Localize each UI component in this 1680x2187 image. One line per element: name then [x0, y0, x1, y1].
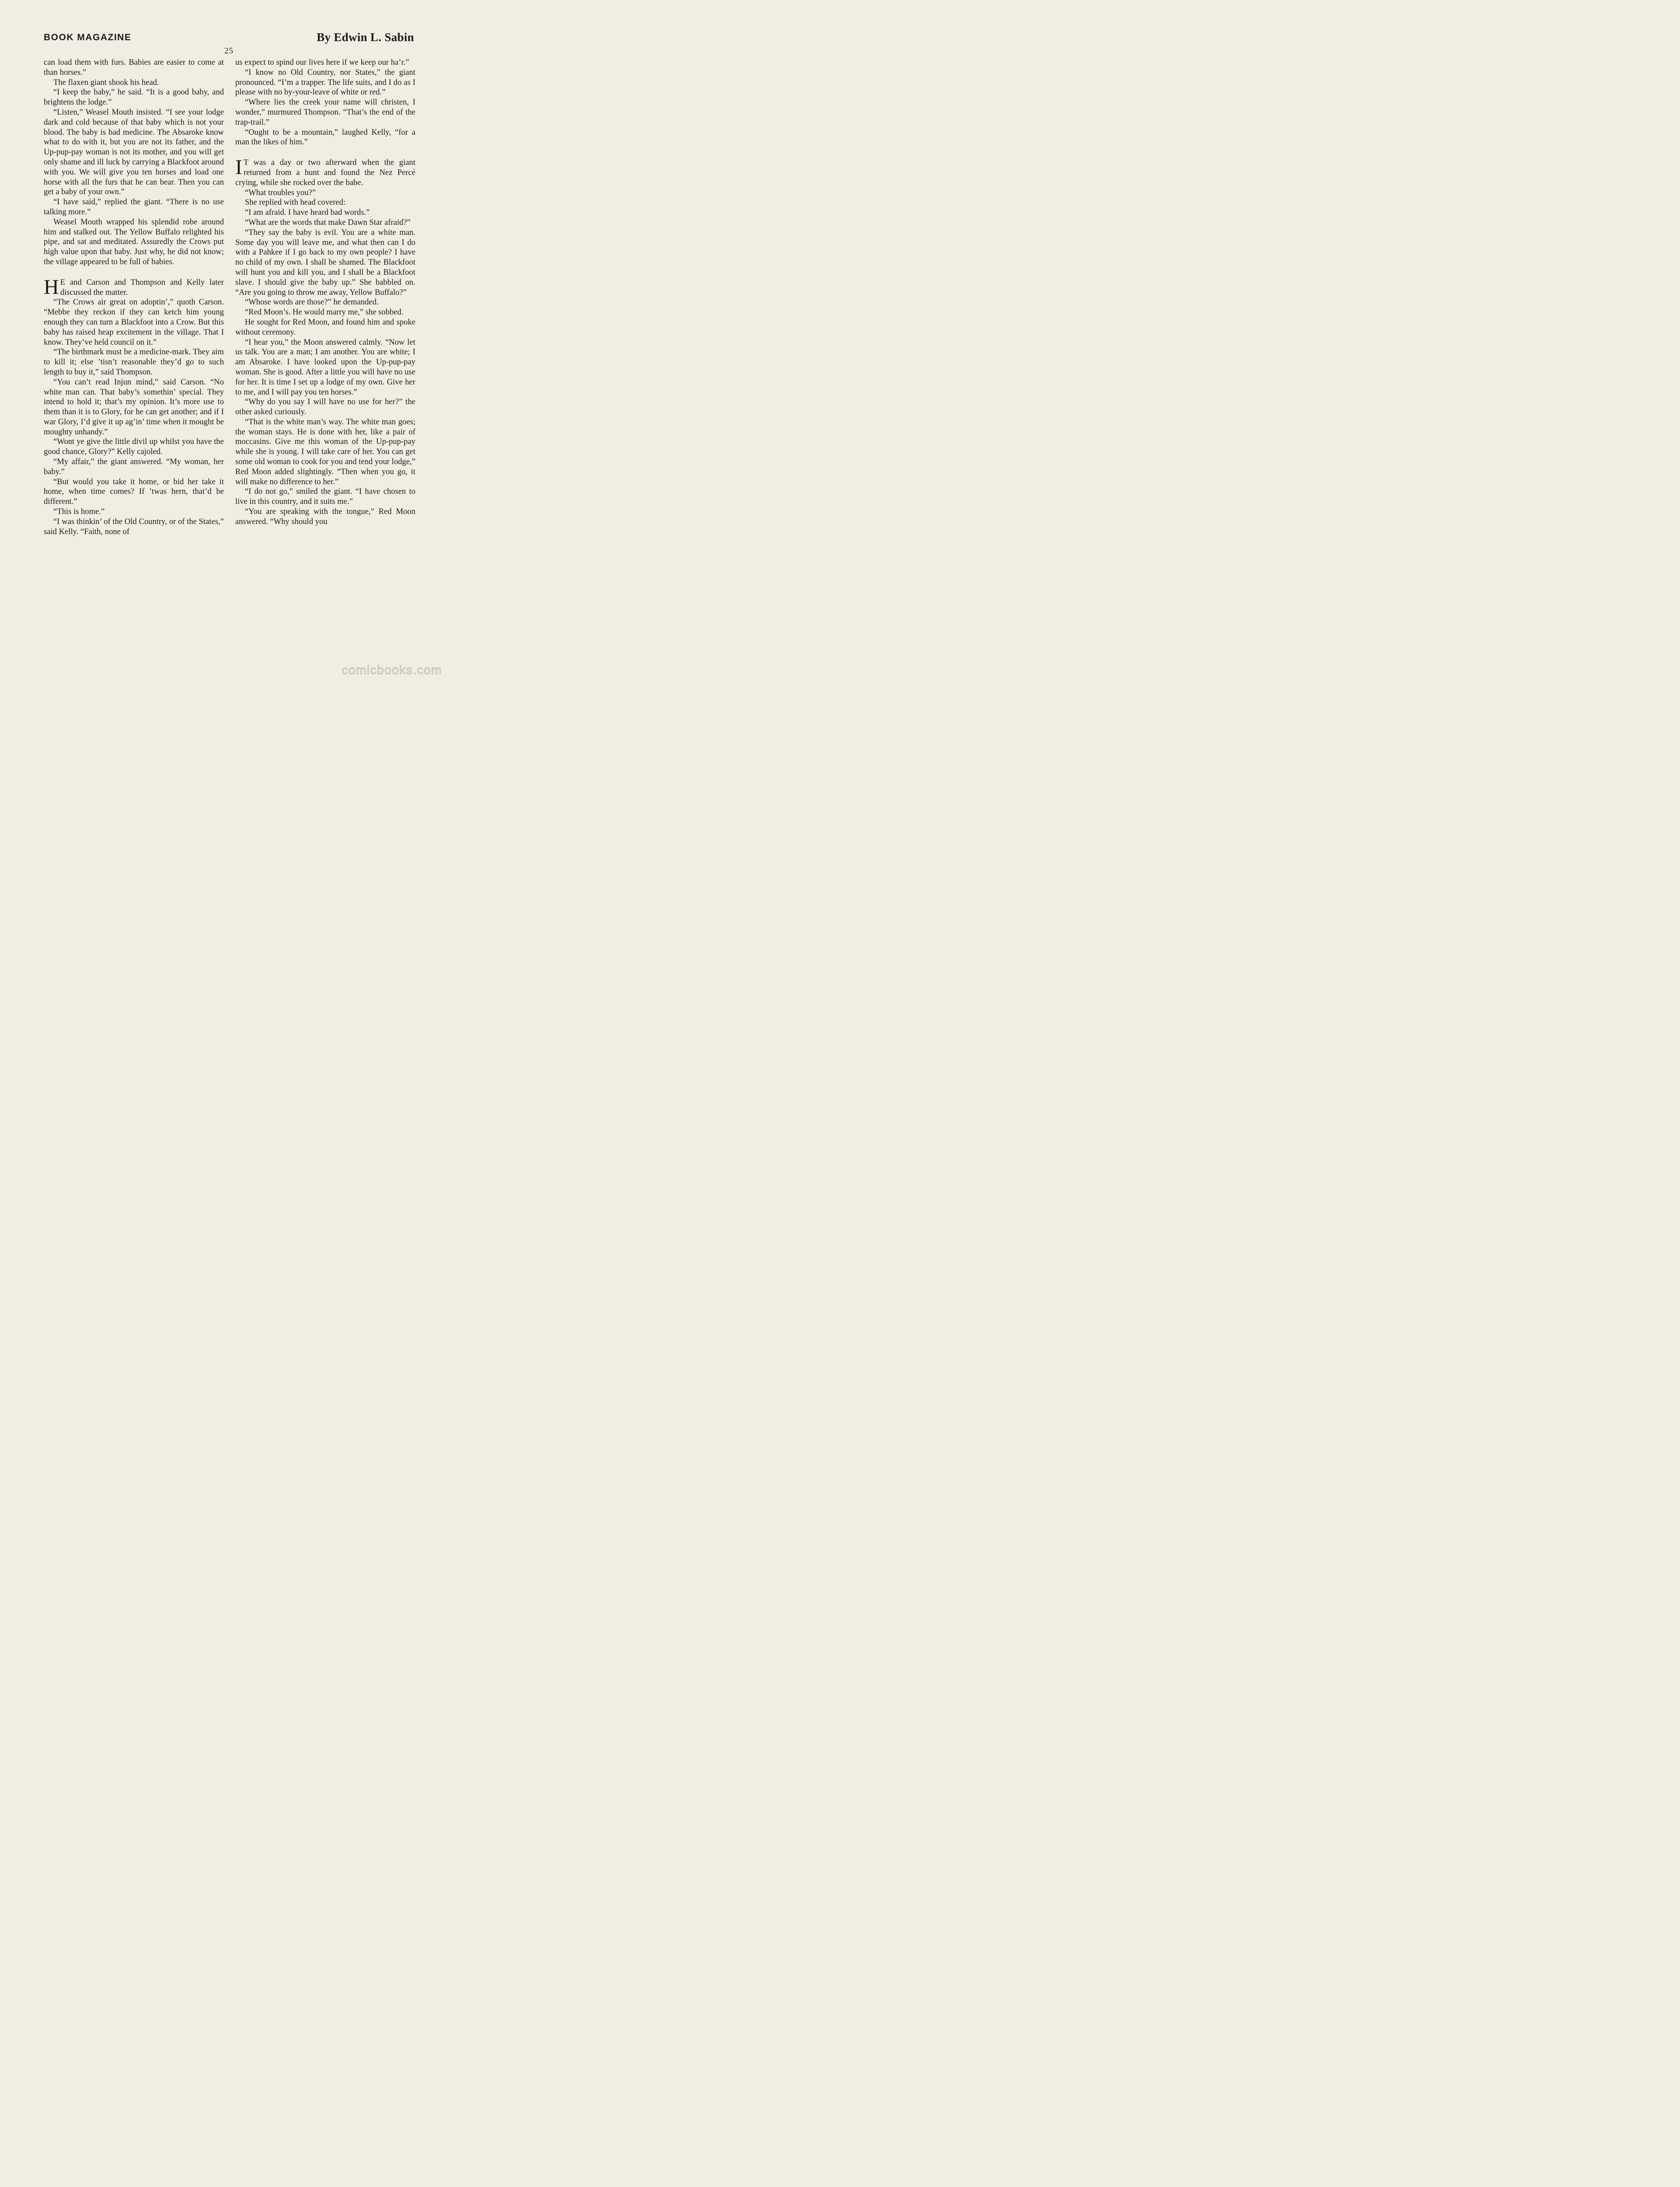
paragraph: can load them with furs. Babies are easier to come at than horses.” — [44, 58, 224, 77]
section-opening-paragraph — [235, 158, 415, 188]
paragraph: “I keep the baby,” he said. “It is a good baby, and brightens the lodge.” — [44, 87, 224, 107]
drop-cap: H — [44, 275, 59, 299]
paragraph: “What troubles you?” — [245, 188, 316, 197]
magazine-page — [0, 0, 458, 686]
paragraph: “That is the white man’s way. The white man goes; the woman stays. He is done with her, like a pair of moccasins. Give me this woman of the Up-pup-pay while she is young. I will take care of her. You can get some old woman to cook for you and tend your lodge,” Red Moon added slightingly. “Then when you go, it will make no difference to her.” — [235, 417, 415, 486]
watermark: comicbooks.com — [342, 663, 442, 677]
paragraph: “Listen,” Weasel Mouth insisted. “I see your lodge dark and cold because of that baby which is not your blood. The baby is bad medicine. The Absaroke know what to do with it, but you are not its father, and the Up-pup-pay woman is not its mother, and you will get only shame and ill luck by carrying a Blackfoot around with you. We will give you ten horses and load one horse with all the furs that he can bear. Then you can get a baby of your own.” — [44, 107, 224, 197]
left-column — [44, 58, 224, 537]
paragraph: us expect to spind our lives here if we keep our ha’r.” — [235, 58, 409, 67]
paragraph: “But would you take it home, or bid her take it home, when time comes? If ’twas hern, that’d be different.” — [44, 477, 224, 507]
paragraph: “I was thinkin’ of the Old Country, or of the States,” said Kelly. “Faith, none of — [44, 517, 224, 536]
paragraph: “You are speaking with the tongue,” Red Moon answered. “Why should you — [235, 507, 415, 526]
paragraph: “I hear you,” the Moon answered calmly. “Now let us talk. You are a man; I am another. You are white; I am Absaroke. I have looked upon the Up-pup-pay woman. She is good. After a little you will have no use for her. It is time I set up a lodge of my own. Give her to me, and I will pay you ten horses.” — [235, 337, 415, 397]
paragraph: Weasel Mouth wrapped his splendid robe around him and stalked out. The Yellow Buffalo relighted his pipe, and sat and meditated. Assuredly the Crows put high value upon that baby. Just why, he did not know; the village appeared to be full of babies. — [44, 217, 224, 266]
paragraph: “I have said,” replied the giant. “There is no use talking more.” — [44, 197, 224, 217]
paragraph: She replied with head covered: — [245, 198, 346, 207]
section-opening-text: E and Carson and Thompson and Kelly later discussed the matter. — [60, 277, 224, 297]
paragraph: “This is home.” — [53, 507, 105, 517]
paragraph: “Where lies the creek your name will christen, I wonder,” murmured Thompson. “That’s the end of the trap-trail.” — [235, 98, 415, 127]
paragraph: “Why do you say I will have no use for her?” the other asked curiously. — [235, 397, 415, 417]
paragraph: “Ought to be a mountain,” laughed Kelly, “for a man the likes of him.” — [235, 127, 415, 147]
drop-cap: I — [235, 156, 242, 179]
paragraph: “Red Moon’s. He would marry me,” she sobbed. — [245, 307, 404, 317]
paragraph: “What are the words that make Dawn Star afraid?” — [245, 217, 411, 227]
paragraph: “I do not go,” smiled the giant. “I have chosen to live in this country, and it suits me.” — [235, 487, 415, 507]
paragraph: “Whose words are those?” he demanded. — [245, 297, 379, 307]
paragraph: “They say the baby is evil. You are a white man. Some day you will leave me, and what then can I do with a Pahkee if I go back to my own people? I have no child of my own. I shall be shamed. The Blackfoot will hunt you and kill you, and I shall be a Blackfoot slave. I should give the baby up.” She babbled on. “Are you going to throw me away, Yellow Buffalo?” — [235, 227, 415, 297]
paragraph: “The Crows air great on adoptin’,” quoth Carson. “Mebbe they reckon if they can ketch him young enough they can turn a Blackfoot into a Crow. But this baby has raised heap excitement in the village. That I know. They’ve held council on it.” — [44, 297, 224, 347]
magazine-title: BOOK MAGAZINE — [44, 32, 132, 42]
paragraph: “I know no Old Country, nor States,” the giant pronounced. “I’m a trapper. The life suits, and I do as I please with no by-your-leave of white or red.” — [235, 67, 415, 97]
paragraph: “My affair,” the giant answered. “My woman, her baby.” — [44, 457, 224, 476]
paragraph: “You can’t read Injun mind,” said Carson. “No white man can. That baby’s somethin’ special. They intend to hold it; that’s my opinion. It’s more use to them than it is to Glory, for he can get another; and if I war Glory, I’d give it up ag’in’ time when it mought be moughty unhandy.” — [44, 377, 224, 437]
author-byline: By Edwin L. Sabin — [317, 31, 414, 44]
running-head — [44, 32, 414, 46]
paragraph: “I am afraid. I have heard bad words.” — [245, 208, 370, 217]
paragraph: The flaxen giant shook his head. — [53, 77, 159, 87]
section-opening-paragraph — [44, 275, 224, 299]
section-opening-text: T was a day or two afterward when the giant returned from a hunt and found the Nez Percé crying, while she rocked over the babe. — [235, 158, 415, 187]
page-number: 25 — [224, 46, 234, 56]
paragraph: “The birthmark must be a medicine-mark. They aim to kill it; else ’tisn’t reasonable they’d go to such length to buy it,” said Thompson. — [44, 347, 224, 377]
paragraph: He sought for Red Moon, and found him and spoke without ceremony. — [235, 317, 415, 337]
right-column — [235, 58, 415, 527]
paragraph: “Wont ye give the little divil up whilst you have the good chance, Glory?” Kelly cajoled. — [44, 437, 224, 457]
